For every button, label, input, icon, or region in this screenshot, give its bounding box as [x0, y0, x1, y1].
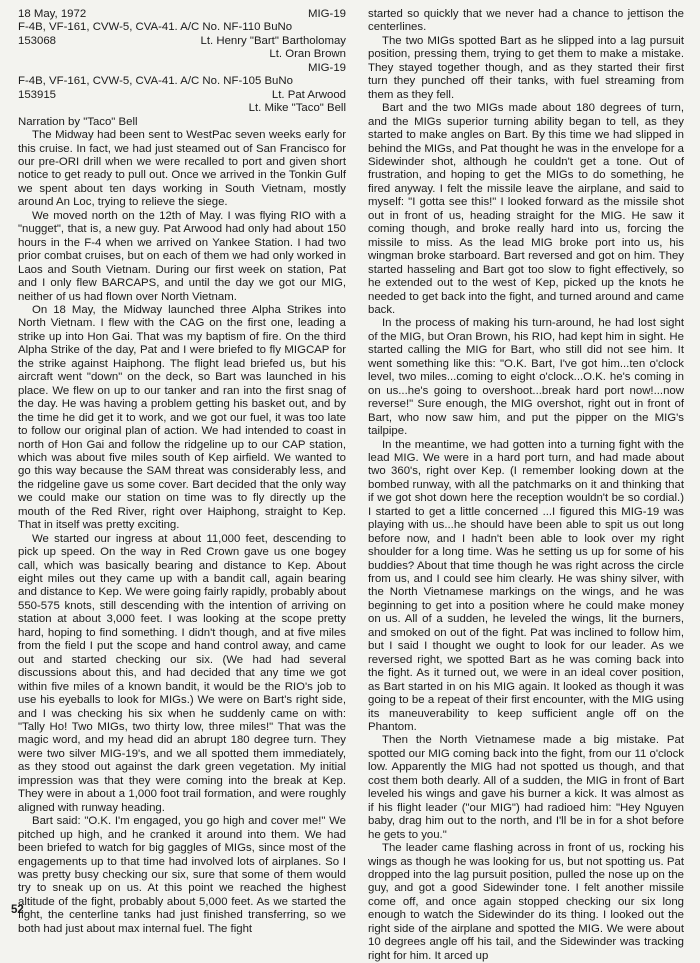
body-paragraph: We moved north on the 12th of May. I was flying RIO with a "nugget", that is, a new guy. Pat Arwood had only had about 150 hours in the F-4 when we arrived on Yankee Station. I had two prior combat cruises, but on each of them we had only worked in Laos and South Vietnam. During our first week on station, Pat and I only flew BARCAPS, and until the day we got our MIG, neither of us had flown over North Vietnam.: [18, 209, 346, 303]
record-bureau-number: 153068: [18, 34, 57, 47]
body-paragraph: The Midway had been sent to WestPac seven weeks early for this cruise. In fact, we had just steamed out of San Francisco for our pre-ORI drill when we were recalled to port and given short notice to get ready to pull out. Once we arrived in the Tonkin Gulf we spent about ten days working in South Vietnam, mostly around An Loc, trying to relieve the siege.: [18, 129, 346, 209]
record-bureau-number: 153915: [18, 88, 57, 101]
body-paragraph-continued: started so quickly that we never had a chance to jettison the centerlines.: [368, 8, 684, 34]
right-column: [368, 8, 684, 963]
body-paragraph: The leader came flashing across in front of us, rocking his wings as though he was looking for us, but not spotting us. Pat dropped into the lag pursuit position, pulled the nose up on the guy, and got a good Sidewinder tone. I felt another missile come off, and once again stopped checking our six long enough to watch the Sidewinder do its thing. I looked out the right side of the airplane and spotted the MIG. We were about 10 degrees angle off his tail, and the Sidewinder was tracking right for him. It arced up: [368, 842, 684, 962]
record-aircraft: MIG-19: [308, 61, 346, 74]
record-pilot: Lt. Henry "Bart" Bartholomay: [200, 34, 346, 47]
body-paragraph: Bart said: "O.K. I'm engaged, you go high and cover me!" We pitched up high, and he cranked it around into them. We had been briefed to watch for big gaggles of MIGs, since most of the engagements up to that time had involved lots of airplanes. So I was pretty busy checking our six, sure that some of them would try to sneak up on us. At this point we reached the highest altitude of the fight, probably about 5,000 feet. As we started the fight, the centerline tanks had just finished transferring, so we both had just about max internal fuel. The fight: [18, 815, 346, 935]
page-number: 52: [11, 904, 24, 916]
record-unit-line: F-4B, VF-161, CVW-5, CVA-41. A/C No. NF-105 BuNo: [18, 75, 293, 88]
record-date: 18 May, 1972: [18, 8, 87, 20]
body-paragraph: Then the North Vietnamese made a big mistake. Pat spotted our MIG coming back into the fight, from our 11 o'clock low. Apparently the MIG had not spotted us though, and that cost them both dearly. All of a sudden, the MIG in front of Bart leveled his wings and gave his burner a kick. It was almost as if his flight leader ("our MIG") had radioed him: "Hey Nguyen baby, drag him out to the north, and I'll be in for a shot before he gets to you.": [368, 734, 684, 841]
kill-record-2: [18, 62, 346, 116]
body-paragraph: In the meantime, we had gotten into a turning fight with the lead MIG. We were in a hard port turn, and had made about two 360's, right over Kep. (I remember looking down at the bombed runway, with all the patchmarks on it and thinking that if we got shot down here the reception wouldn't be so cordial.) I started to get a little concerned ...I figured this MIG-19 was playing with us...he should have been able to spit us out long before now, and I hadn't been able to look over my right shoulder for a long time. Was he setting us up for some of his buddies? About that time though he was right across the circle from us, and I could see him clearly. He was shiny silver, with the North Vietnamese markings on the wings, and he was beginning to get into a position where he could make money on us. All of a sudden, he leveled the wings, lit the burners, and smoked on out of the fight. Pat was inclined to follow him, but I said I thought we ought to look for our leader. As we reversed right, we spotted Bart as he was coming back into the fight. As it turned out, we were in an ideal cover position, as Bart started in on his MIG again. It looked as though it was going to be a repeat of their first encounter, with the MIG using its maneuverability to keep sufficient angle off on the Phantom.: [368, 438, 684, 734]
record-rio: Lt. Oran Brown: [269, 48, 346, 61]
record-pilot: Lt. Pat Arwood: [271, 88, 346, 101]
record-unit-line: F-4B, VF-161, CVW-5, CVA-41. A/C No. NF-110 BuNo: [18, 21, 293, 34]
body-paragraph: We started our ingress at about 11,000 feet, descending to pick up speed. On the way in Red Crown gave us one bogey call, which was basically bearing and distance to Kep. About eight miles out they came up with a bandit call, again bearing and distance to Kep. We were going fairly rapidly, probably about 550-575 knots, still descending with the intention of arriving on station at about 3,000 feet. I was looking at the scope pretty hard, hoping to find something. I didn't though, and at five miles from the field I put the scope and hand control away, and came out and started checking our six. (We had had several discussions about this, and had decided that any time we got within five miles of a known bandit, it would be the RIO's job to use his eyeballs to look for MIGs.) We were on Bart's right side, and I was checking his six when he suddenly came on with: "Tally Ho! Two MIGs, two thirty low, three miles!" That was the magic word, and my head did an abrupt 180 degree turn. They were two silver MIG-19's, and we all spotted them immediately, as they stood out against the dark green vegetation. My initial impression was that they were coming into the break at Kep. They were in about a 1,000 foot trail formation, and were roughly aligned with runway heading.: [18, 532, 346, 814]
record-aircraft: MIG-19: [308, 8, 346, 20]
narration-credit: Narration by "Taco" Bell: [18, 115, 138, 128]
body-paragraph: Bart and the two MIGs made about 180 degrees of turn, and the MIGs superior turning ability began to tell, as they started to make angles on Bart. By this time we had slipped in behind the MIGs, and Pat thought he was in the envelope for a Sidewinder shot, although he couldn't get a tone. Out of frustration, and hoping to get the MIGs to do something, he fired anyway. I felt the missile leave the airplane, and said to myself: "I gotta see this!" I looked forward as the missile shot out in front of us, heading straight for the MIG. He saw it coming though, and broke really hard into us, forcing the missile to miss. As the lead MIG broke port into us, his wingman broke starboard. Bart reversed and got on him. They started hasseling and Bart got too slow to fight effectively, so he extended out to the west of Kep, picked up the knots he needed to get back into the fight, and turned around and came back.: [368, 102, 684, 316]
kill-record-1: [18, 8, 346, 62]
body-paragraph: The two MIGs spotted Bart as he slipped into a lag pursuit position, pressing them, trying to get them to make a mistake. They stayed together though, and as they started their first turn they punched off their tanks, with fuel streaming from them as they fell.: [368, 34, 684, 101]
body-paragraph: In the process of making his turn-around, he had lost sight of the MIG, but Oran Brown, his RIO, had kept him in sight. He started calling the MIG for Bart, who still did not see him. It went something like this: "O.K. Bart, I've got him...ten o'clock level, two miles...coming to eight o'clock...O.K. he's coming in on us...he's going to overshoot...break hard port now!...now reverse!" Sure enough, the MIG overshot, right out in front of Bart, who now saw him, and put the pipper on the MIG's tailpipe.: [368, 317, 684, 438]
left-column: [18, 8, 346, 936]
record-rio: Lt. Mike "Taco" Bell: [248, 102, 346, 115]
body-paragraph: On 18 May, the Midway launched three Alpha Strikes into North Vietnam. I flew with the CAG on the first one, leading a strike up into Hon Gai. That was my baptism of fire. On the third Alpha Strike of the day, Pat and I were briefed to fly MIGCAP for the strike against Haiphong. The flight lead briefed us, but his aircraft went "down" on the deck, so Bart was launched in his place. We flew on up to our tanker and ran into the first snag of the day. He was having a problem getting his basket out, and by the time he did get it to work, and we got our fuel, it was too late to follow our original plan of action. We had intended to coast in north of Hon Gai and follow the ridgeline up to our CAP station, which was about five miles south of Kep airfield. We wanted to go this way because the SAM threat was considerably less, and the ridgeline gave us some cover. Bart decided that the only way we could make our station on time was to fly directly up the mouth of the Red River, right over Haiphong, straight to Kep. That in itself was pretty exciting.: [18, 303, 346, 532]
